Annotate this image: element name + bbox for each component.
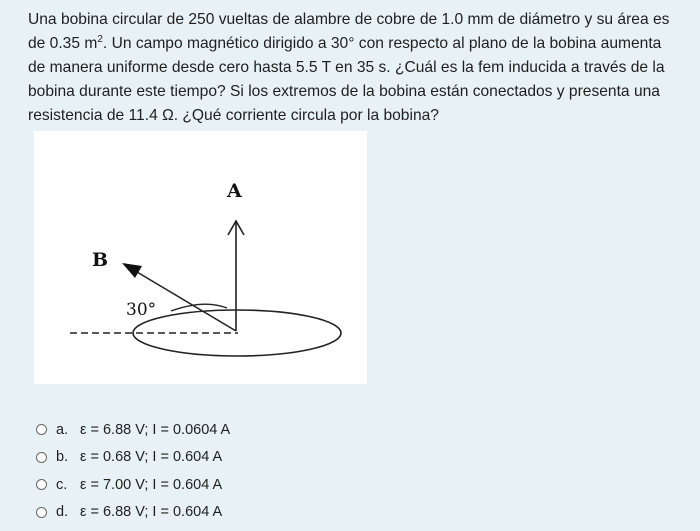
option-letter: d. — [56, 504, 69, 521]
question-part-1: Una bobina circular de 250 vueltas de alambre de cobre de 1.0 mm de diámetro y su área es de 0.35 m — [28, 11, 670, 52]
angle-label: 30° — [126, 300, 157, 320]
option-text: ε = 6.88 V; I = 0.0604 A — [80, 421, 231, 438]
question-part-2: . Un campo magnético dirigido a 30° con respecto al plano de la bobina aumenta de manera uniforme desde cero hasta 5.5 T en 35 s. ¿Cuál es la fem inducida a través de la bobina durante este tiempo? Si los extremos de la bobina están conectados y presenta una resistencia de 11.4 Ω. ¿Qué corriente circula por la bobina? — [28, 35, 665, 124]
area-exponent: 2 — [97, 33, 103, 45]
option-c[interactable] — [36, 471, 436, 499]
option-text: ε = 0.68 V; I = 0.604 A — [80, 449, 223, 466]
radio-c[interactable] — [36, 479, 47, 490]
option-letter: a. — [56, 421, 69, 438]
option-d[interactable] — [36, 499, 436, 527]
option-b[interactable] — [36, 444, 436, 472]
coil-diagram-svg — [34, 131, 367, 384]
arrowhead-b — [122, 263, 142, 278]
option-letter: b. — [56, 449, 69, 466]
radio-a[interactable] — [36, 424, 47, 435]
option-text: ε = 7.00 V; I = 0.604 A — [80, 476, 223, 493]
radio-d[interactable] — [36, 507, 47, 518]
radio-b[interactable] — [36, 452, 47, 463]
answer-options — [36, 416, 436, 526]
option-letter: c. — [56, 476, 68, 493]
question-text — [28, 8, 678, 128]
option-text: ε = 6.88 V; I = 0.604 A — [80, 504, 223, 521]
coil-diagram — [34, 131, 367, 384]
label-a: A — [227, 180, 242, 202]
label-b: B — [92, 249, 109, 271]
option-a[interactable] — [36, 416, 436, 444]
